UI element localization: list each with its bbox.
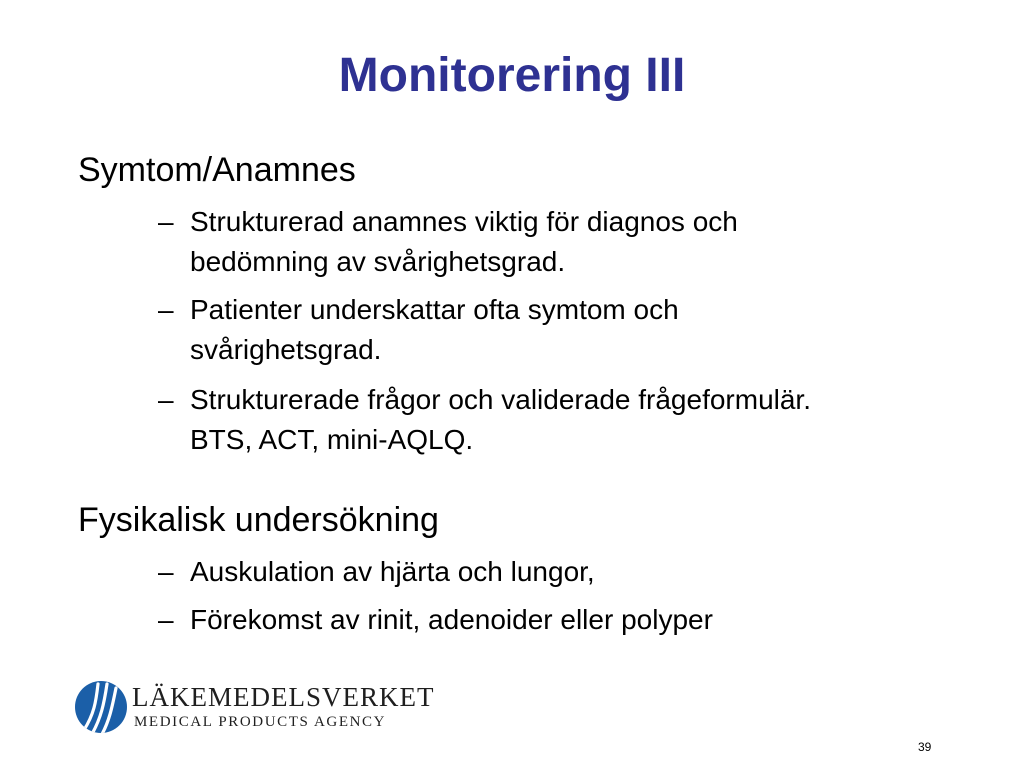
bullet-dash: – (158, 604, 174, 635)
lakemedelsverket-logo-icon (74, 680, 128, 734)
bullet-dash: – (158, 384, 174, 415)
bullet-item (158, 380, 958, 460)
bullet-dash: – (158, 556, 174, 587)
bullet-line: bedömning av svårighetsgrad. (190, 246, 566, 277)
bullet-line: Förekomst av rinit, adenoider eller polyper (190, 604, 713, 635)
bullet-line: Strukturerad anamnes viktig för diagnos och (190, 206, 738, 237)
bullet-line: svårighetsgrad. (190, 334, 382, 365)
slide-title: Monitorering III (338, 49, 686, 102)
logo-name: LÄKEMEDELSVERKET (132, 682, 435, 712)
bullet-line: Auskulation av hjärta och lungor, (190, 556, 595, 587)
logo-subtitle: MEDICAL PRODUCTS AGENCY (134, 714, 387, 730)
bullet-item (158, 552, 958, 592)
section-heading-symtom: Symtom/Anamnes (78, 151, 356, 189)
section-heading-fysikalisk: Fysikalisk undersökning (78, 501, 439, 539)
bullet-line: Patienter underskattar ofta symtom och (190, 294, 679, 325)
bullet-line: BTS, ACT, mini-AQLQ. (190, 424, 474, 455)
bullet-item (158, 290, 958, 370)
lakemedelsverket-logo (74, 678, 434, 738)
bullet-line: Strukturerade frågor och validerade frågeformulär. (190, 384, 811, 415)
bullet-dash: – (158, 294, 174, 325)
bullet-item (158, 202, 958, 282)
bullet-dash: – (158, 206, 174, 237)
page-number: 39 (918, 740, 932, 754)
bullet-item (158, 600, 958, 640)
